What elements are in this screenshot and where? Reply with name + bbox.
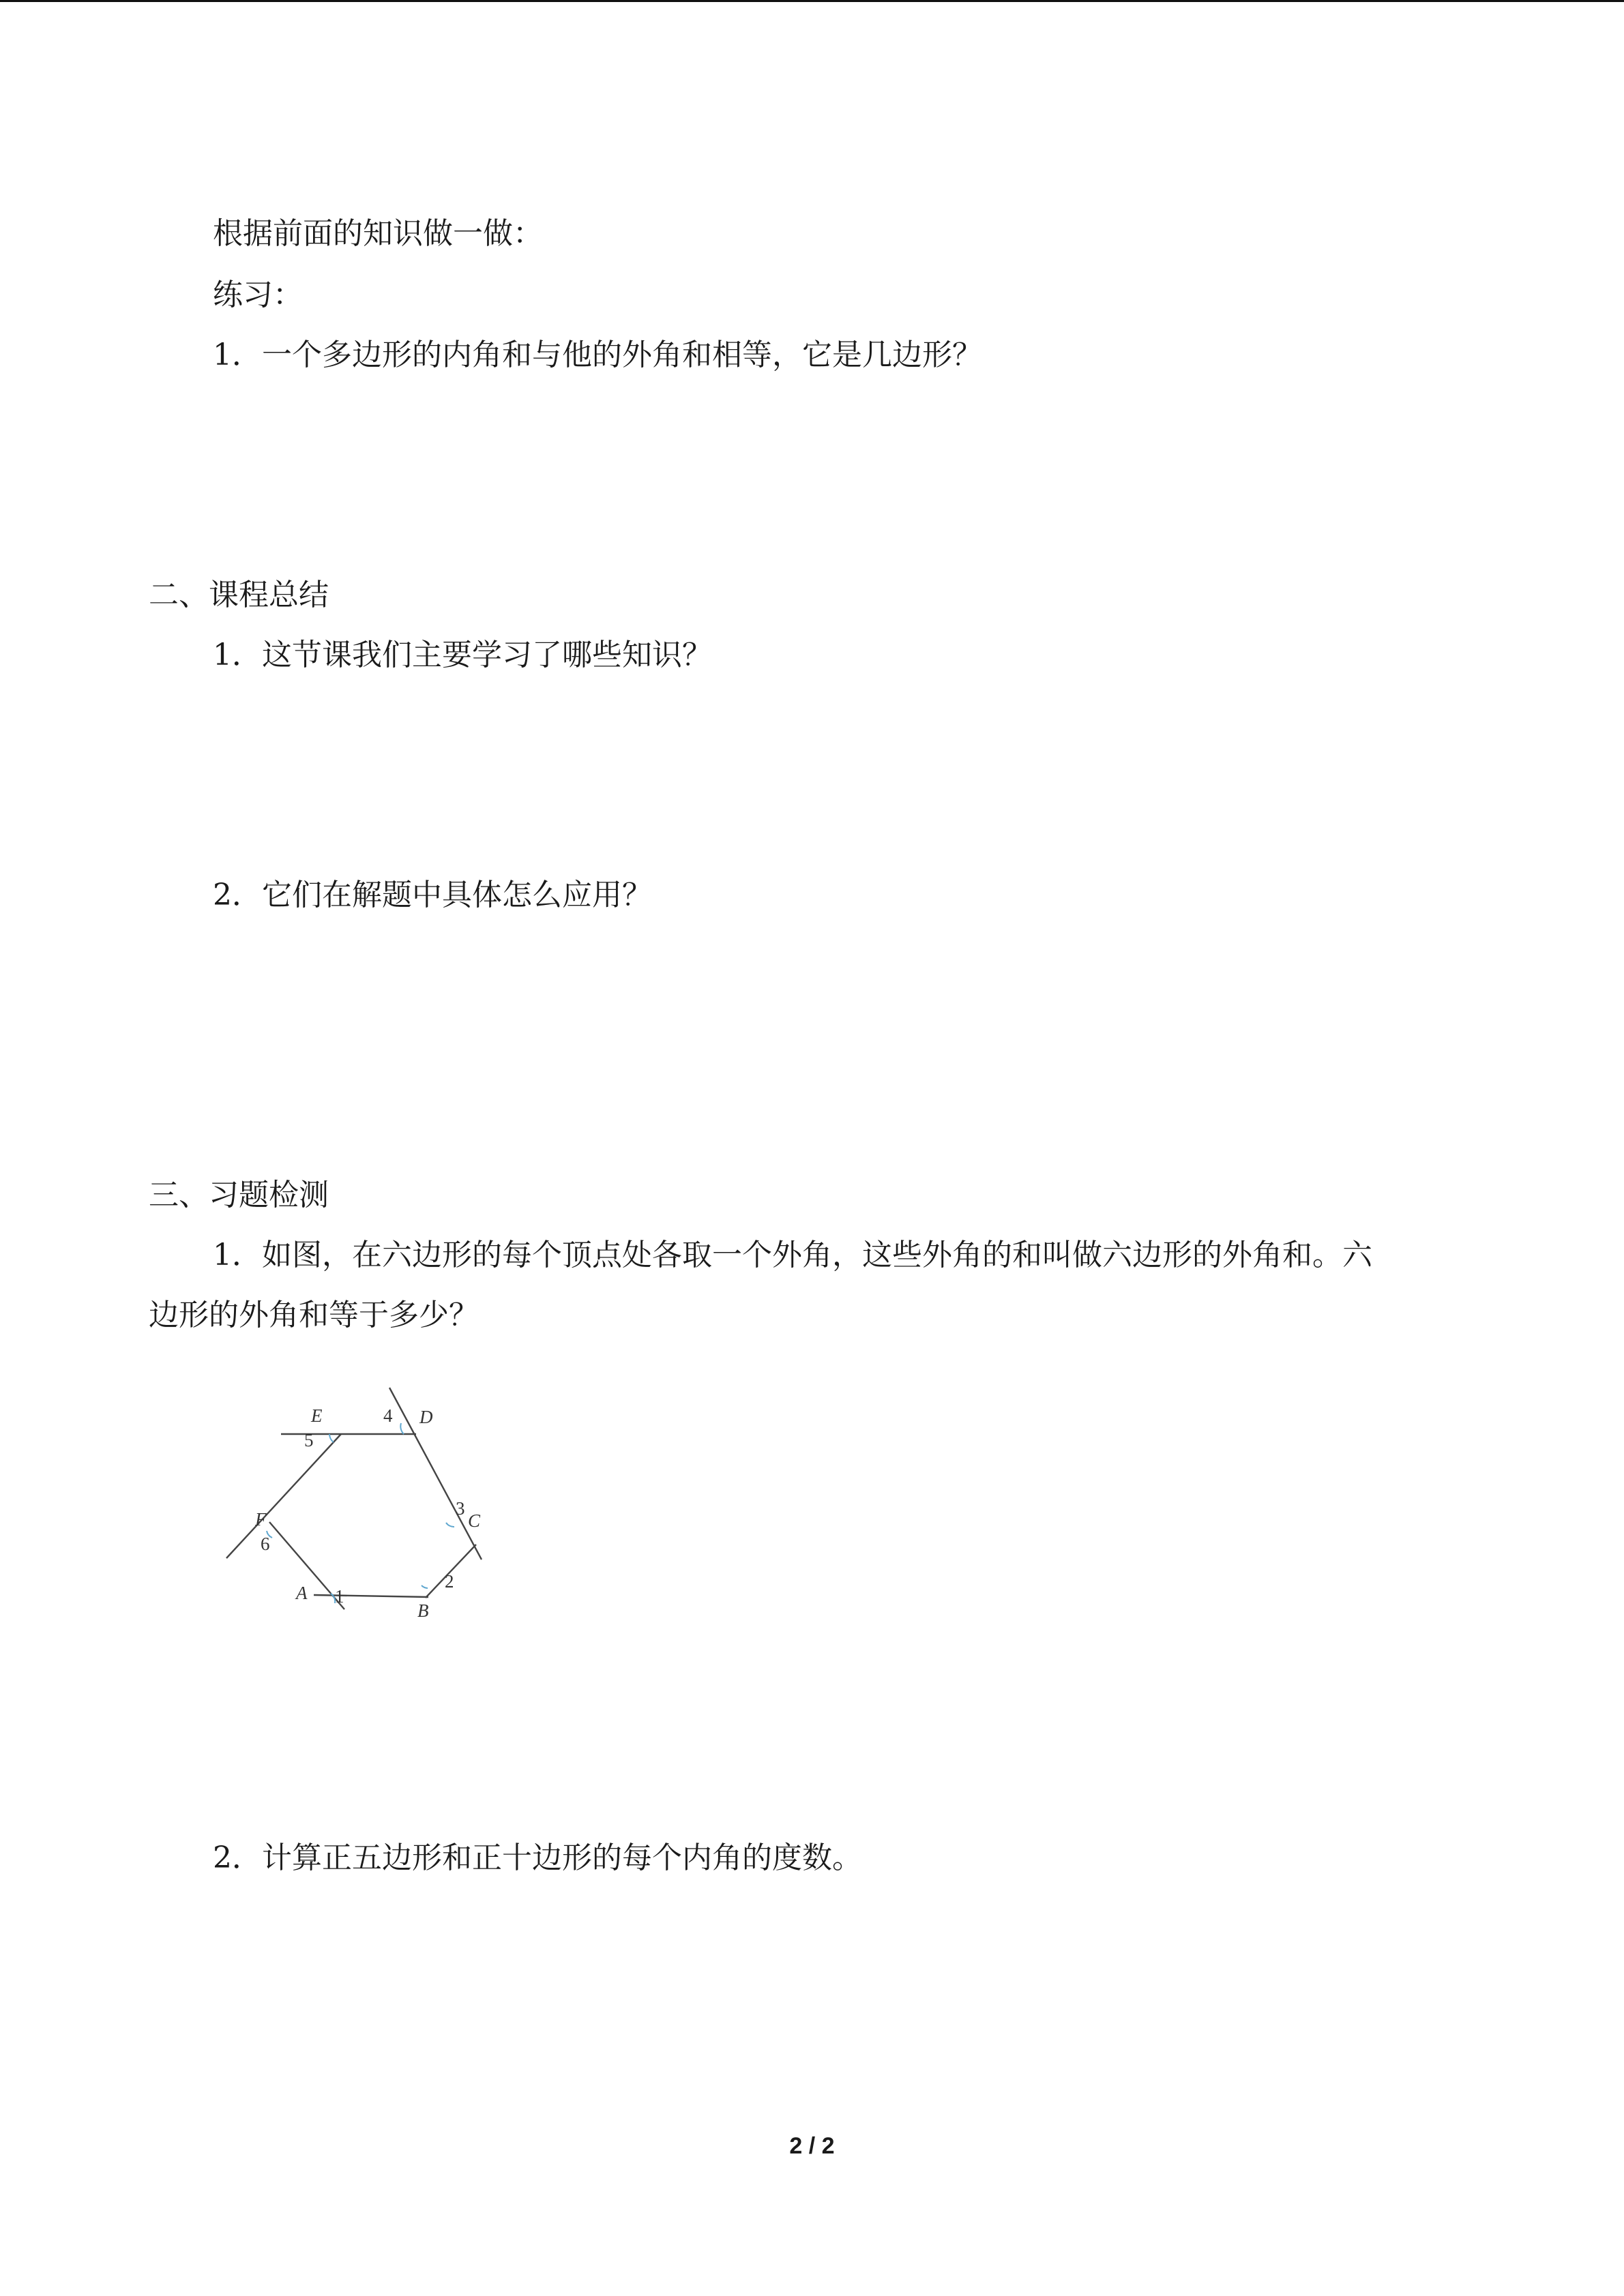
angle-label-2: 2 — [445, 1571, 454, 1592]
practice-question-1: 1．一个多边形的内角和与他的外角和相等，它是几边形？ — [213, 338, 982, 372]
side-dc-extended — [389, 1388, 482, 1560]
page-number: 2 / 2 — [789, 2133, 835, 2159]
exercise-question-1-line-1: 1．如图，在六边形的每个顶点处各取一个外角，这些外角的和叫做六边形的外角和。六 — [213, 1238, 1372, 1272]
summary-question-2: 2．它们在解题中具体怎么应用？ — [213, 878, 652, 912]
hexagon-exterior-angle-figure — [218, 1381, 491, 1626]
summary-heading: 二、课程总结 — [149, 578, 329, 612]
angle-label-4: 4 — [383, 1405, 393, 1426]
exercise-question-2: 2．计算正五边形和正十边形的每个内角的度数。 — [213, 1840, 862, 1875]
angle-label-1: 1 — [335, 1586, 344, 1607]
vertex-label-a: A — [296, 1583, 308, 1603]
summary-question-1: 1．这节课我们主要学习了哪些知识？ — [213, 638, 712, 672]
intro-lead-text: 根据前面的知识做一做： — [213, 216, 543, 251]
angle-mark-4 — [400, 1423, 404, 1434]
angle-mark-3 — [446, 1523, 454, 1527]
vertex-label-f: F — [255, 1509, 267, 1530]
vertex-label-c: C — [468, 1510, 481, 1531]
top-border-rule — [0, 0, 1624, 2]
angle-mark-2 — [422, 1585, 428, 1588]
angle-mark-5 — [329, 1434, 334, 1442]
vertex-label-d: D — [419, 1407, 433, 1427]
angle-label-3: 3 — [456, 1498, 465, 1519]
vertex-label-b: B — [417, 1600, 429, 1621]
exercises-heading: 三、习题检测 — [149, 1178, 329, 1212]
practice-heading: 练习： — [213, 278, 303, 312]
angle-label-5: 5 — [304, 1430, 314, 1450]
exercise-question-1-line-2: 边形的外角和等于多少？ — [149, 1298, 479, 1332]
angle-label-6: 6 — [261, 1534, 270, 1554]
vertex-label-e: E — [311, 1405, 323, 1426]
side-ba-extended — [314, 1595, 428, 1597]
